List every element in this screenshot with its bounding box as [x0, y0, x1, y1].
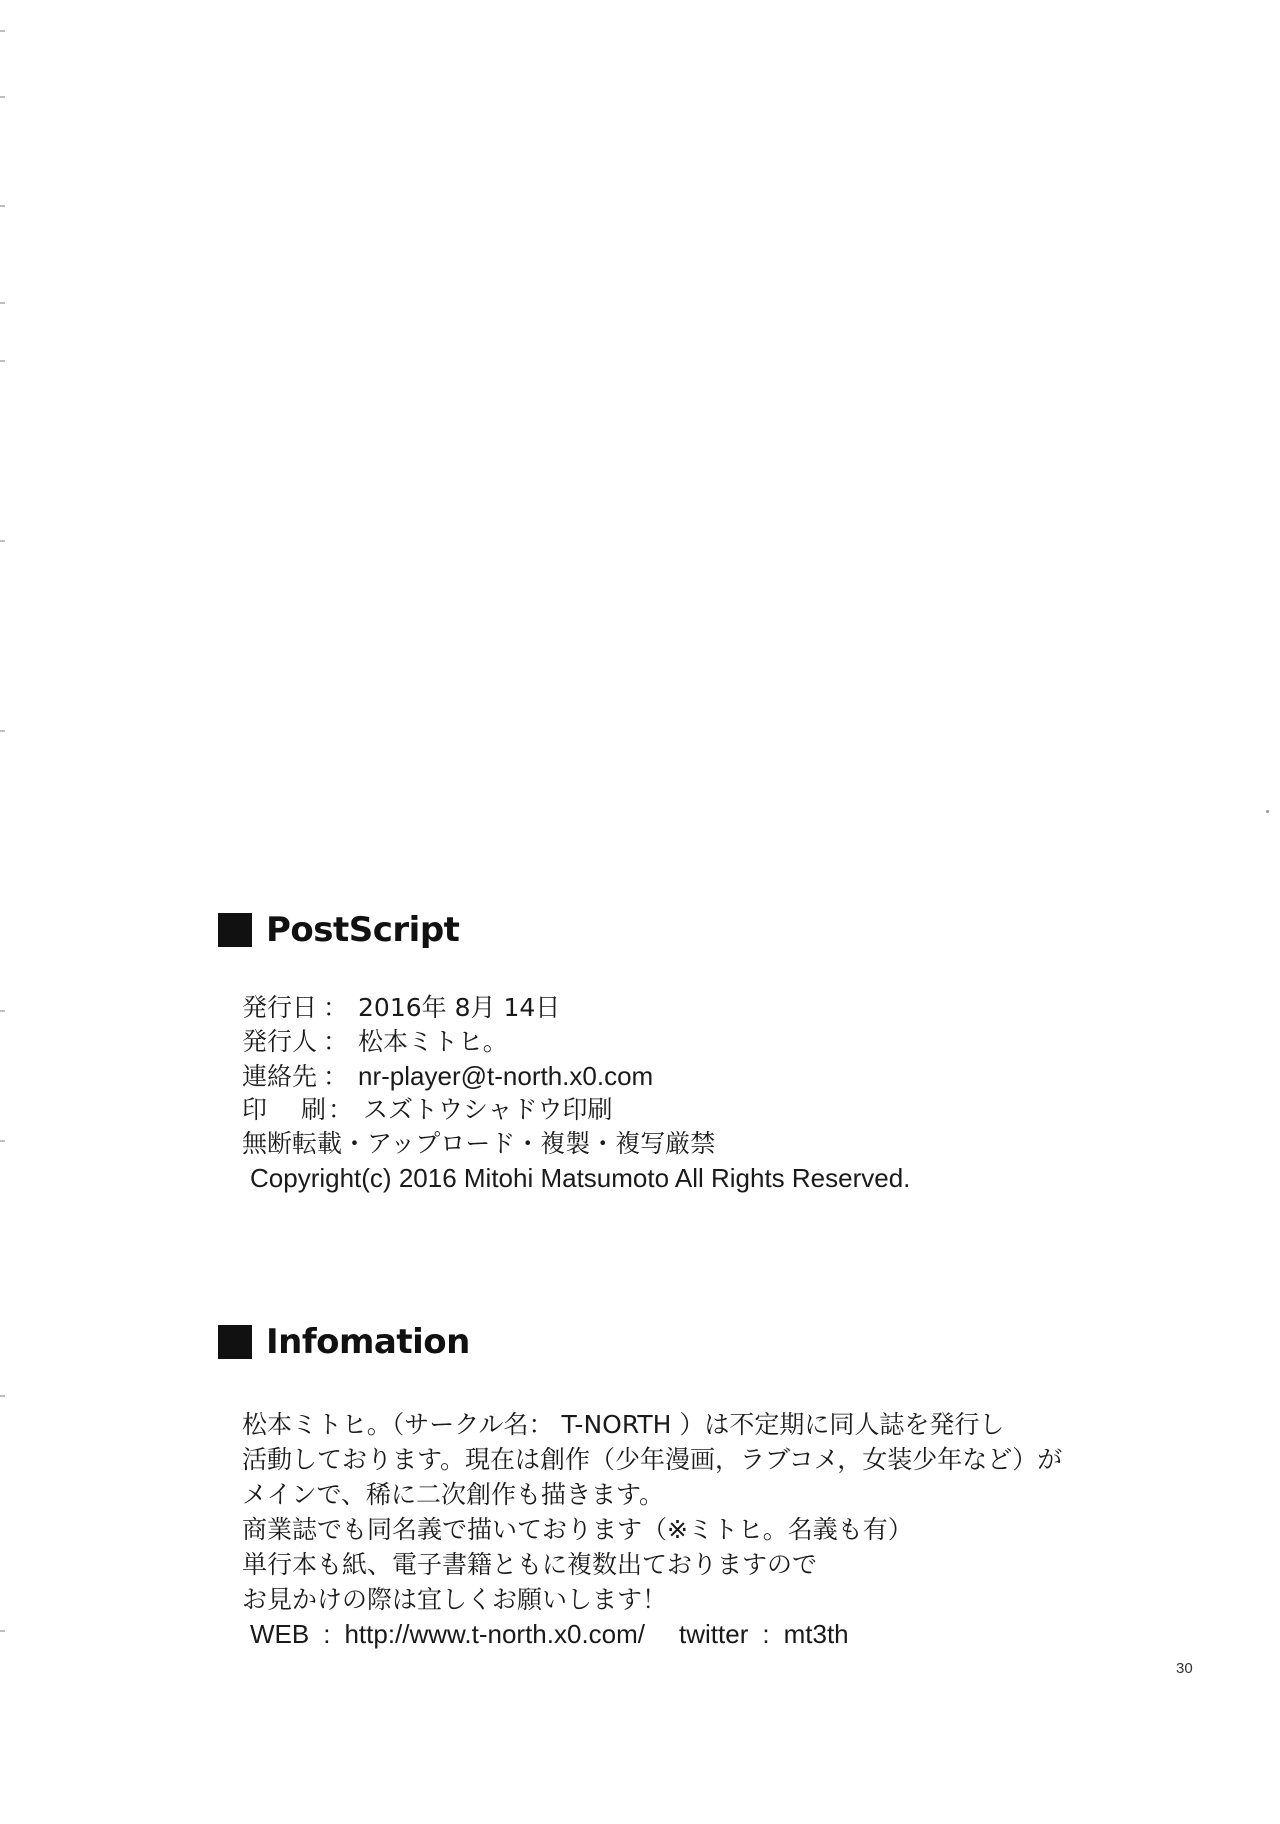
infomation-section — [218, 1318, 470, 1366]
page-number: 30 — [1176, 1660, 1193, 1677]
scan-mark — [0, 1010, 5, 1012]
info-line: お見かけの際は宜しくお願いします！ — [242, 1585, 668, 1614]
web-label: WEB — [250, 1619, 310, 1649]
contact-email: nr-player@t-north.x0.com — [358, 1061, 654, 1091]
twitter-label: twitter — [679, 1619, 749, 1649]
scan-mark — [0, 730, 5, 732]
web-url-link[interactable]: http://www.t-north.x0.com/ — [344, 1619, 646, 1649]
publisher-row — [242, 1025, 910, 1059]
printing-label — [242, 1093, 327, 1127]
twitter-handle[interactable]: mt3th — [783, 1619, 849, 1649]
publisher-label: 発行人 — [242, 1027, 318, 1056]
printing-value: スズトウシャドウ印刷 — [363, 1095, 613, 1124]
infomation-body — [242, 1407, 1062, 1652]
postscript-section — [218, 906, 459, 954]
contact-row — [242, 1059, 910, 1093]
printing-label-first: 印 — [242, 1095, 268, 1124]
scan-mark — [0, 1140, 5, 1142]
separator: : — [762, 1619, 770, 1649]
info-line: 活動しております。現在は創作（少年漫画，ラブコメ，女装少年など）が — [242, 1445, 1063, 1474]
postscript-details — [242, 991, 910, 1195]
scan-mark — [0, 1630, 5, 1632]
postscript-heading — [218, 906, 459, 954]
printing-row — [242, 1093, 910, 1127]
issue-date-row — [242, 991, 910, 1025]
scan-mark — [0, 302, 5, 304]
publisher-value: 松本ミトヒ。 — [358, 1027, 508, 1056]
printing-label-second: 刷 — [301, 1095, 327, 1124]
infomation-heading — [218, 1318, 470, 1366]
heading-square-icon — [218, 1325, 252, 1359]
info-line: メインで、稀に二次創作も描きます。 — [242, 1480, 665, 1509]
web-twitter-row — [250, 1617, 1062, 1652]
scan-mark — [0, 30, 5, 32]
scan-mark — [0, 96, 5, 98]
separator: ： — [323, 1027, 349, 1056]
infomation-heading-text: Infomation — [266, 1322, 470, 1362]
postscript-heading-text: PostScript — [266, 910, 460, 950]
scan-speck — [1266, 810, 1269, 813]
info-line: 商業誌でも同名義で描いております（※ミトヒ。名義も有） — [242, 1515, 913, 1544]
issue-date-label: 発行日 — [242, 993, 318, 1022]
scan-mark — [0, 1395, 5, 1397]
copyright-notice: Copyright(c) 2016 Mitohi Matsumoto All Rights Reserved. — [250, 1163, 911, 1193]
separator: : — [323, 1619, 331, 1649]
prohibition-notice: 無断転載・アップロード・複製・複写厳禁 — [242, 1129, 716, 1158]
heading-square-icon — [218, 913, 252, 947]
info-line: 単行本も紙、電子書籍ともに複数出ておりますので — [242, 1550, 818, 1579]
info-line: 松本ミトヒ。（サークル名： T-NORTH ）は不定期に同人誌を発行し — [242, 1410, 1005, 1439]
separator: ： — [323, 993, 349, 1022]
separator: ： — [323, 1062, 349, 1091]
contact-label: 連絡先 — [242, 1062, 318, 1091]
scan-mark — [0, 205, 5, 207]
separator: ： — [328, 1095, 354, 1124]
scan-mark — [0, 360, 5, 362]
issue-date-value: 2016年 8月 14日 — [358, 993, 561, 1022]
scan-mark — [0, 540, 5, 542]
